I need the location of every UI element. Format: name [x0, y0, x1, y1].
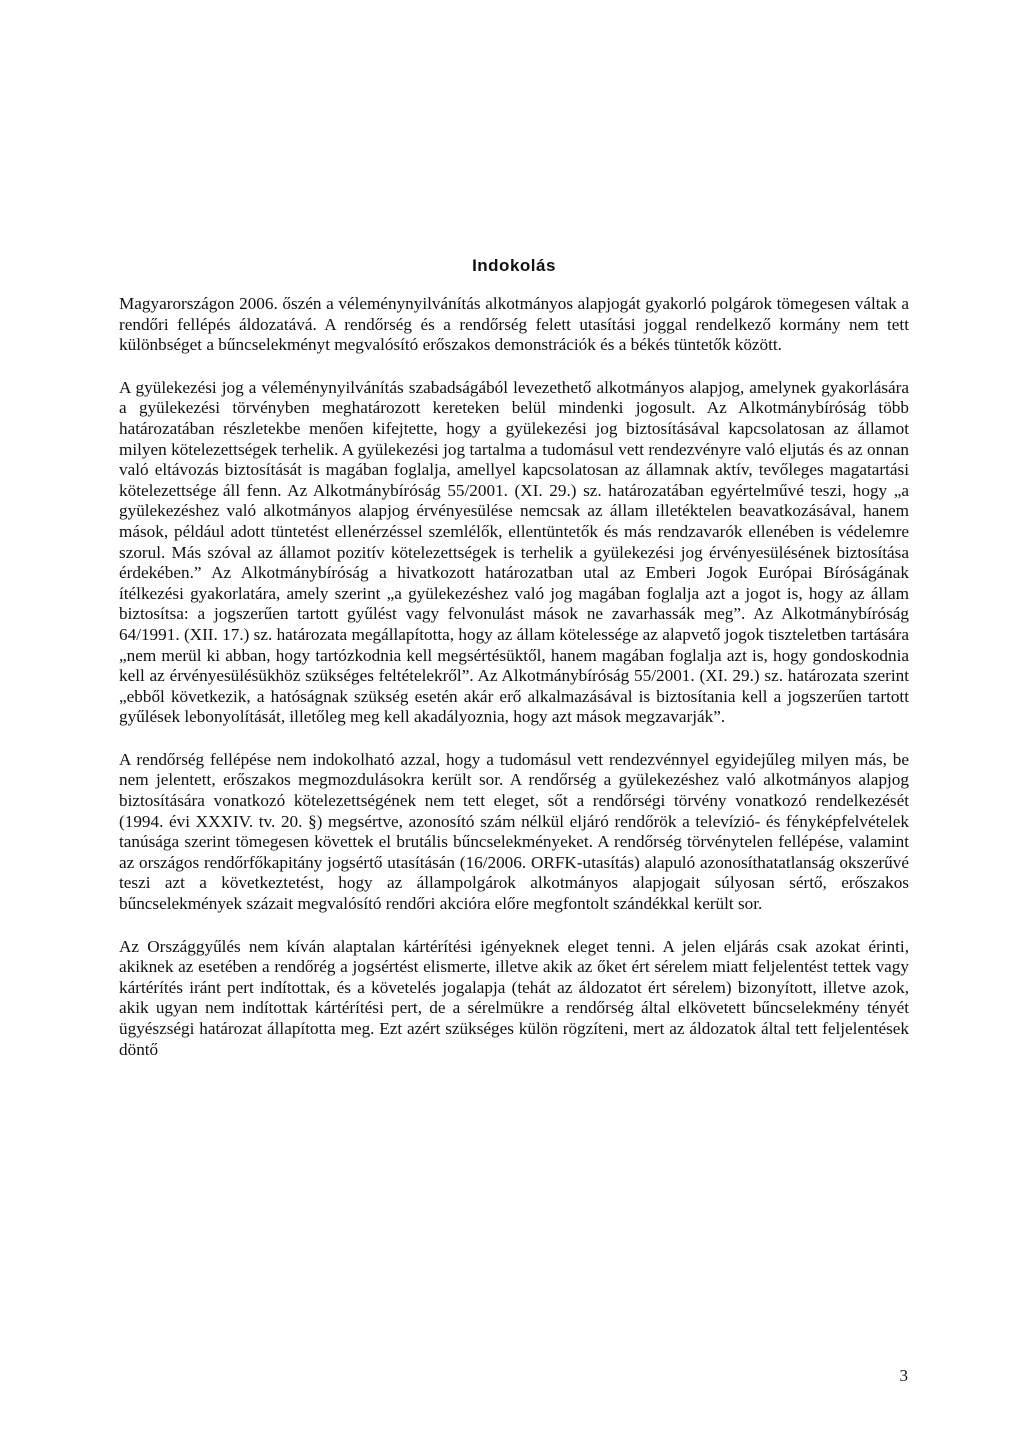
page-number: 3 — [899, 1366, 908, 1385]
document-heading: Indokolás — [472, 256, 556, 275]
paragraph-2: A gyülekezési jog a véleménynyilvánítás szabadságából levezethető alkotmányos alapjog, amelynek gyakorlására a gyülekezési törvényben meghatározott kereteken belül mindenki jogosult. Az Alkotmánybíróság több határozatában részletekbe menően kifejtette, hogy a gyülekezési jog biztosításával kapcsolatosan az államot milyen kötelezettségek terhelik. A gyülekezési jog tartalma a tudomásul vett rendezvényre való eljutás és az onnan való eltávozás biztosítását is magában foglalja, amellyel kapcsolatosan az államnak aktív, tevőleges magatartási kötelezettsége áll fenn. Az Alkotmánybíróság 55/2001. (XI. 29.) sz. határozatában egyértelművé teszi, hogy „a gyülekezéshez való alkotmányos alapjog érvényesülése nemcsak az állam illetéktelen beavatkozásával, hanem mások, például adott tüntetést ellenérzéssel szemlélők, ellentüntetők és más rendzavarók ellenében is védelemre szorul. Más szóval az államot pozitív kötelezettségek is terhelik a gyülekezési jog érvényesülésének biztosítása érdekében.” Az Alkotmánybíróság a hivatkozott határozatban utal az Emberi Jogok Európai Bíróságának ítélkezési gyakorlatára, amely szerint „a gyülekezéshez való jog magában foglalja azt a jogot is, hogy az állam biztosítsa: a jogszerűen tartott gyűlést vagy felvonulást mások ne zavarhassák meg”. Az Alkotmánybíróság 64/1991. (XII. 17.) sz. határozata megállapította, hogy az állam kötelessége az alapvető jogok tiszteletben tartására „nem merül ki abban, hogy tartózkodnia kell megsértésüktől, hanem magában foglalja azt is, hogy gondoskodnia kell az érvényesülésükhöz szükséges feltételekről”. Az Alkotmánybíróság 55/2001. (XI. 29.) sz. határozata szerint „ebből következik, a hatóságnak szükség esetén akár erő alkalmazásával is biztosítania kell a jogszerűen tartott gyűlések lebonyolítását, illetőleg meg kell akadályoznia, hogy azt mások megzavarják”. — [119, 377, 909, 727]
paragraph-4: Az Országgyűlés nem kíván alaptalan kártérítési igényeknek eleget tenni. A jelen eljárás csak azokat érinti, akiknek az esetében a rendőrég a jogsértést elismerte, illetve akik az őket ért sérelem miatt feljelentést tettek vagy kártérítés iránt pert indítottak, és a követelés jogalapja (tehát az áldozatot ért sérelem) bizonyított, illetve azok, akik ugyan nem indítottak kártérítési pert, de a sérelmükre a rendőrség által elkövetett bűncselekmény tényét ügyészségi határozat állapította meg. Ezt azért szükséges külön rögzíteni, mert az áldozatok által tett feljelentések döntő — [119, 936, 909, 1059]
document-page — [119, 256, 909, 1082]
paragraph-1: Magyarországon 2006. őszén a véleménynyilvánítás alkotmányos alapjogát gyakorló polgárok tömegesen váltak a rendőri fellépés áldozatává. A rendőrség és a rendőrség felett utasítási joggal rendelkező kormány nem tett különbséget a bűncselekményt megvalósító erőszakos demonstrációk és a békés tüntetők között. — [119, 294, 909, 355]
paragraph-3: A rendőrség fellépése nem indokolható azzal, hogy a tudomásul vett rendezvénnyel egyidejűleg milyen más, be nem jelentett, erőszakos megmozdulásokra került sor. A rendőrség a gyülekezéshez való alkotmányos alapjog biztosítására vonatkozó kötelezettségének nem tett eleget, sőt a rendőrségi törvény vonatkozó rendelkezését (1994. évi XXXIV. tv. 20. §) megsértve, azonosító szám nélkül eljáró rendőrök a televízió- és fényképfelvételek tanúsága szerint tömegesen követtek el brutális bűncselekményeket. A rendőrség törvénytelen fellépése, valamint az országos rendőrfőkapitány jogsértő utasításán (16/2006. ORFK-utasítás) alapuló azonosíthatatlanság okszerűvé teszi azt a következtetést, hogy az állampolgárok alkotmányos alapjogait súlyosan sértő, erőszakos bűncselekmények százait megvalósító rendőri akcióra előre megfontolt szándékkal került sor. — [119, 749, 909, 914]
